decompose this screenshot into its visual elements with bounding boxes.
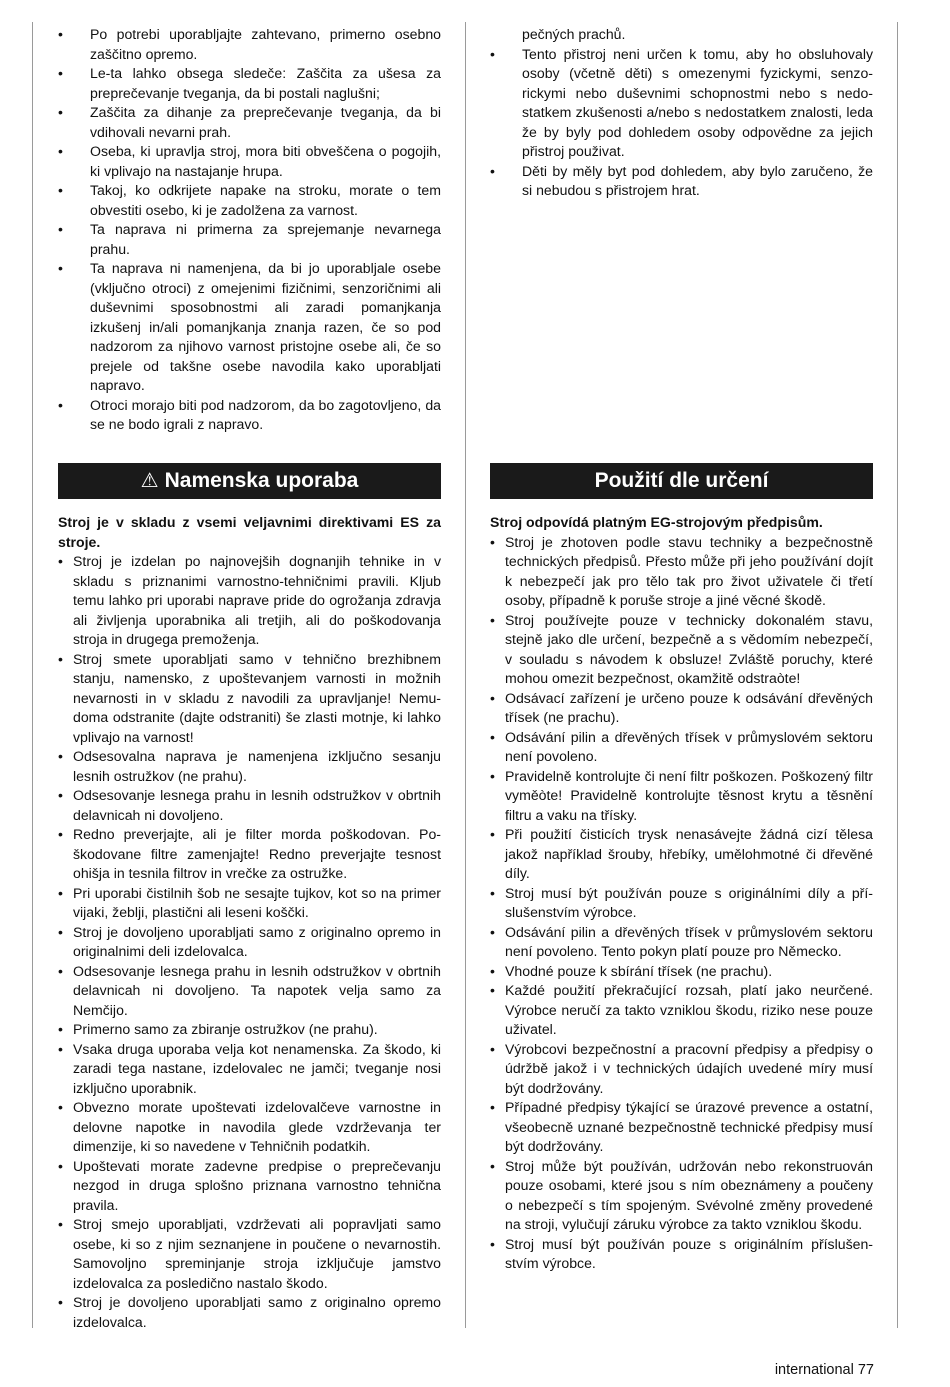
list-item: • Vsaka druga uporaba velja kot nenamenska. Za škodo, ki zaradi tega nastane, izdelovalec ne jamči; tveganje nosi izključno uporabnik. (58, 1040, 441, 1099)
right-top-safety-list (490, 25, 873, 201)
list-item: • Stroj je zhotoven podle stavu techniky a bezpečnostně technických předpisů. Přesto může při jeho používání dojít k nebezpečí jak pro tělo tak pro život uživatele či třetí osoby, případně k poruše stroje a jiné věcné škodě. (490, 533, 873, 611)
list-item: • Stroj musí být používán pouze s originálními díly a příslušenstvím výrobce. (490, 884, 873, 923)
list-item: • Ta naprava ni namenjena, da bi jo uporabljale osebe (vključno otroci) z omejenimi fizičnimi, senzoričnimi ali duševnimi sposobnostmi ali zaradi pomanjkanja izkušenj in/ali pomanjkanja znanja razen, če so pod nadzorom za njihovo varnost pristojne osebe ali, če so prejele od takšne osebe navodila kako uporabljati napravo. (58, 259, 441, 396)
list-item: • Odsávací zařízení je určeno pouze k odsávání dřevěných třísek (ne prachu). (490, 689, 873, 728)
list-item: • Děti by měly byt pod dohledem, aby bylo zaručeno, že si nebudou s přistrojem hrat. (490, 162, 873, 201)
footer-label: international (774, 1362, 854, 1378)
page-number: 77 (857, 1362, 874, 1378)
list-item: • Pri uporabi čistilnih šob ne sesajte tujkov, kot so na primer vijaki, žeblji, plastični ali leseni koščki. (58, 884, 441, 923)
list-item: • Primerno samo za zbiranje ostružkov (ne prahu). (58, 1020, 441, 1040)
section-intro: Stroj odpovídá platným EG-strojovým předpisům. (490, 514, 823, 530)
list-item: • Ta naprava ni primerna za sprejemanje nevarnega prahu. (58, 220, 441, 259)
list-item: • Le-ta lahko obsega sledeče: Zaščita za ušesa za preprečevanje tveganja, da bi postali naglušni; (58, 64, 441, 103)
list-item: • Obvezno morate upoštevati izdelovalčeve varnostne in delovne napotke in navodila glede vzdrževanja ter dimenzije, ki so navedene v Tehničnih podatkih. (58, 1098, 441, 1157)
section-title: Použití dle určení (594, 469, 769, 492)
list-item: • Stroj musí být používán pouze s originálním příslušenstvím výrobce. (490, 1235, 873, 1274)
list-item: • Zaščita za dihanje za preprečevanje tveganja, da bi vdihovali nevarni prah. (58, 103, 441, 142)
section-intro: Stroj je v skladu z vsemi veljavnimi direktivami ES za stroje. (58, 514, 441, 550)
list-item: • Takoj, ko odkrijete napake na stroku, morate o tem obvestiti osebo, ki je zadolžena za varnost. (58, 181, 441, 220)
list-item: • Odsávání pilin a dřevěných třísek v průmyslovém sektoru není povoleno. (490, 728, 873, 767)
list-item-continuation: pečných prachů. (522, 26, 626, 42)
list-item: • Po potrebi uporabljajte zahtevano, primerno osebno zaščitno opremo. (58, 25, 441, 64)
left-top-safety-list (58, 25, 441, 435)
list-item: • Stroj je izdelan po najnovejših dognanjih tehnike in v skladu s priznanimi varnostno-tehničnimi pravili. Kljub temu lahko pri uporabi naprave pride do ogrožanja zdravja ali življenja uporabnika ali tretjih, ali do poškodovanja stroja in drugega premoženja. (58, 552, 441, 650)
warning-icon: ⚠ (140, 470, 159, 492)
list-item: • Pravidelně kontrolujte či není filtr poškozen. Poškozený filtr vyměòte! Pravidelně kontrolujte těsnost krytu a těsnění filtru a vaku na třísky. (490, 767, 873, 826)
list-item: • Stroj je dovoljeno uporabljati samo z originalno opremo in originalnimi deli izdelovalca. (58, 923, 441, 962)
center-rule (465, 22, 466, 1328)
list-item: • Upoštevati morate zadevne predpise o preprečevanju nezgod in druga splošno priznana varnostno tehnična pravila. (58, 1157, 441, 1216)
page-footer (775, 1362, 874, 1378)
list-item: • Stroj používejte pouze v technicky dokonalém stavu, stejně jako dle určení, bezpečně a s vědomím nebezpečí, v souladu s návodem k obsluze! Zvláště poruchy, které mohou omezit bezpečnost, okamžitě odstraòte! (490, 611, 873, 689)
list-item: • Otroci morajo biti pod nadzorom, da bo zagotovljeno, da se ne bodo igrali z napravo. (58, 396, 441, 435)
list-item: • Odsávání pilin a dřevěných třísek v průmyslovém sektoru není povoleno. Tento pokyn platí pouze pro Německo. (490, 923, 873, 962)
list-item: • Odsesovanje lesnega prahu in lesnih odstružkov v obrtnih delavnicah ni dovoljeno. (58, 786, 441, 825)
right-section-body (490, 513, 873, 1274)
section-title: Namenska uporaba (164, 469, 359, 492)
list-item: • Případné předpisy týkající se úrazové prevence a ostatní, všeobecně uznané bezpečnostně technické předpisy musí být dodržovány. (490, 1098, 873, 1157)
section-heading-pouziti-dle-urceni (490, 463, 873, 499)
list-item: • Redno preverjajte, ali je filter morda poškodovan. Poškodovane filtre zamenjajte! Redno preverjajte tesnost ohišja in tesnila filtrov in vrečke za ostružke. (58, 825, 441, 884)
list-item: • Výrobcovi bezpečnostní a pracovní předpisy a předpisy o údržbě jakož i v technických údajích uvedené míry musí být dodržovány. (490, 1040, 873, 1099)
list-item: • Stroj může být používán, udržován nebo rekonstruován pouze osobami, které jsou s ním obeznámeny a poučeny o nebezpečí s tím spojeným. Svévolné změny provedené na stroji, vylučují záruku výrobce za takto vzniklou škodu. (490, 1157, 873, 1235)
list-item: • Každé použití překračující rozsah, platí jako neurčené. Výrobce neručí za takto vzniklou škodu, riziko nese pouze uživatel. (490, 981, 873, 1040)
right-margin-rule (897, 22, 898, 1328)
list-item: • Odsesovanje lesnega prahu in lesnih odstružkov v obrtnih delavnicah ni dovoljeno. Ta napotek velja samo za Nemčijo. (58, 962, 441, 1021)
left-section-body (58, 513, 441, 1332)
list-item: • Stroj je dovoljeno uporabljati samo z originalno opremo izdelovalca. (58, 1293, 441, 1332)
left-margin-rule (32, 22, 33, 1328)
list-item: • Vhodné pouze k sbírání třísek (ne prachu). (490, 962, 873, 982)
list-item: • Oseba, ki upravlja stroj, mora biti obveščena o pogojih, ki vplivajo na nastajanje hrupa. (58, 142, 441, 181)
list-item: • Tento přistroj neni určen k tomu, aby ho obsluhovaly osoby (včetně děti) s omezenymi fyzickymi, senzorickymi nebo duševnimi schopnostmi nebo s nedostatkem zkušenosti a/nebo s nedostatkem znalosti, leda že by byly pod dohledem osoby odpovědne za jejich přistroj použivat. (490, 45, 873, 162)
list-item: • Stroj smejo uporabljati, vzdrževati ali popravljati samo osebe, ki so z njim seznanjene in poučene o nevarnostih. Samovoljno spreminjanje stroja izključuje jamstvo izdelovalca za posledično nastalo škodo. (58, 1215, 441, 1293)
section-heading-namenska-uporaba (58, 463, 441, 499)
list-item: • Při použití čisticích trysk nenasávejte žádná cizí tělesa jakož například šrouby, hřebíky, umělohmotné či dřevěné díly. (490, 825, 873, 884)
list-item: • Odsesovalna naprava je namenjena izključno sesanju lesnih ostružkov (ne prahu). (58, 747, 441, 786)
list-item: • Stroj smete uporabljati samo v tehnično brezhibnem stanju, namensko, z upoštevanjem varnosti in možnih nevarnosti in v skladu z navodili za upravljanje! Nemudoma odstranite (dajte odstraniti) še zlasti motnje, ki lahko vplivajo na varnost! (58, 650, 441, 748)
